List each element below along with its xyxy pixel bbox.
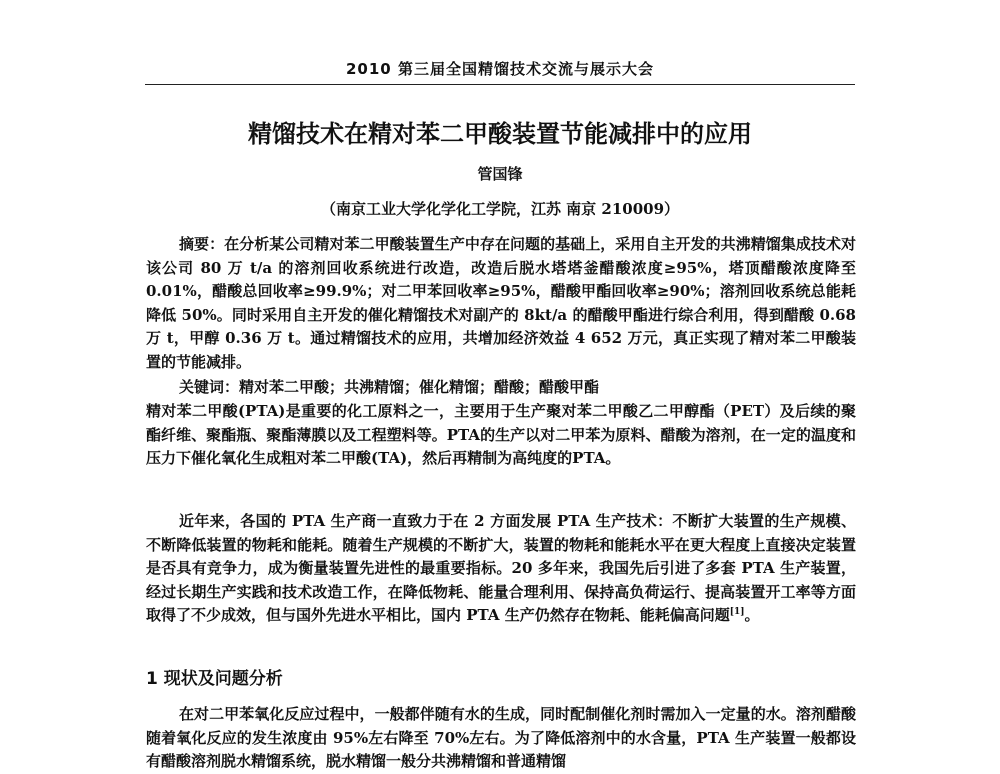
- running-header: [120, 58, 880, 79]
- citation-ref: [1]: [729, 607, 745, 617]
- header-rule: [145, 84, 855, 85]
- paper-title: 精馏技术在精对苯二甲酸装置节能减排中的应用: [248, 120, 752, 148]
- abstract-paragraph: [146, 233, 856, 374]
- section-heading: 1 现状及问题分析: [146, 669, 283, 689]
- keywords-text: 精对苯二甲酸；共沸精馏；催化精馏；醋酸；醋酸甲酯: [239, 378, 600, 396]
- keywords-line: [146, 376, 889, 400]
- intro-paragraph-2-text: 近年来，各国的 PTA 生产商一直致力于在 2 方面发展 PTA 生产技术：不断扩大装置的生产规模、不断降低装置的物耗和能耗。随着生产规模的不断扩大，装置的物耗和能耗水平在更大程度上直接决定装置是否具有竞争力，成为衡量装置先进性的最重要指标。20 多年来，我国先后引进了多套 PTA 生产装置，经过长期生产实践和技术改造工作，在降低物耗、能量合理利用、保持高负荷运行、提高装置开工率等方面取得了不少成效，但与国外先进水平相比，国内 PTA 生产仍然存在物耗、能耗偏高问题: [146, 512, 856, 624]
- intro-paragraph-2-end: 。: [744, 606, 760, 624]
- intro-paragraph-2: [146, 510, 856, 628]
- abstract-text: 在分析某公司精对苯二甲酸装置生产中存在问题的基础上，采用自主开发的共沸精馏集成技术对该公司 80 万 t/a 的溶剂回收系统进行改造，改造后脱水塔塔釜醋酸浓度≥95%，塔顶醋酸浓度降至 0.01%，醋酸总回收率≥99.9%；对二甲苯回收率≥95%，醋酸甲酯回收率≥90%；溶剂回收系统总能耗降低 50%。同时采用自主开发的催化精馏技术对副产的 8kt/a 的醋酸甲酯进行综合利用，得到醋酸 0.68 万 t，甲醇 0.36 万 t。通过精馏技术的应用，共增加经济效益 4 652 万元，真正实现了精对苯二甲酸装置的节能减排。: [146, 235, 856, 371]
- paper-affiliation: （南京工业大学化学化工学院，江苏 南京 210009）: [320, 200, 680, 218]
- paper-author: 管国锋: [477, 165, 523, 183]
- abstract-label: 摘要：: [179, 235, 225, 253]
- header-year: 2010: [346, 60, 392, 78]
- section-1-paragraph: 在对二甲苯氧化反应过程中，一般都伴随有水的生成，同时配制催化剂时需加入一定量的水。溶剂醋酸随着氧化反应的发生浓度由 95%左右降至 70%左右。为了降低溶剂中的水含量，PTA 生产装置一般都设有醋酸溶剂脱水精馏系统，脱水精馏一般分共沸精馏和普通精馏: [146, 705, 856, 770]
- keywords-label: 关键词：: [179, 378, 240, 396]
- header-conference: 第三届全国精馏技术交流与展示大会: [397, 60, 654, 78]
- intro-paragraph-1: 精对苯二甲酸(PTA)是重要的化工原料之一，主要用于生产聚对苯二甲酸乙二甲醇酯（PET）及后续的聚酯纤维、聚酯瓶、聚酯薄膜以及工程塑料等。PTA的生产以对二甲苯为原料、醋酸为溶剂，在一定的温度和压力下催化氧化生成粗对苯二甲酸(TA)，然后再精制为高纯度的PTA。: [146, 402, 856, 467]
